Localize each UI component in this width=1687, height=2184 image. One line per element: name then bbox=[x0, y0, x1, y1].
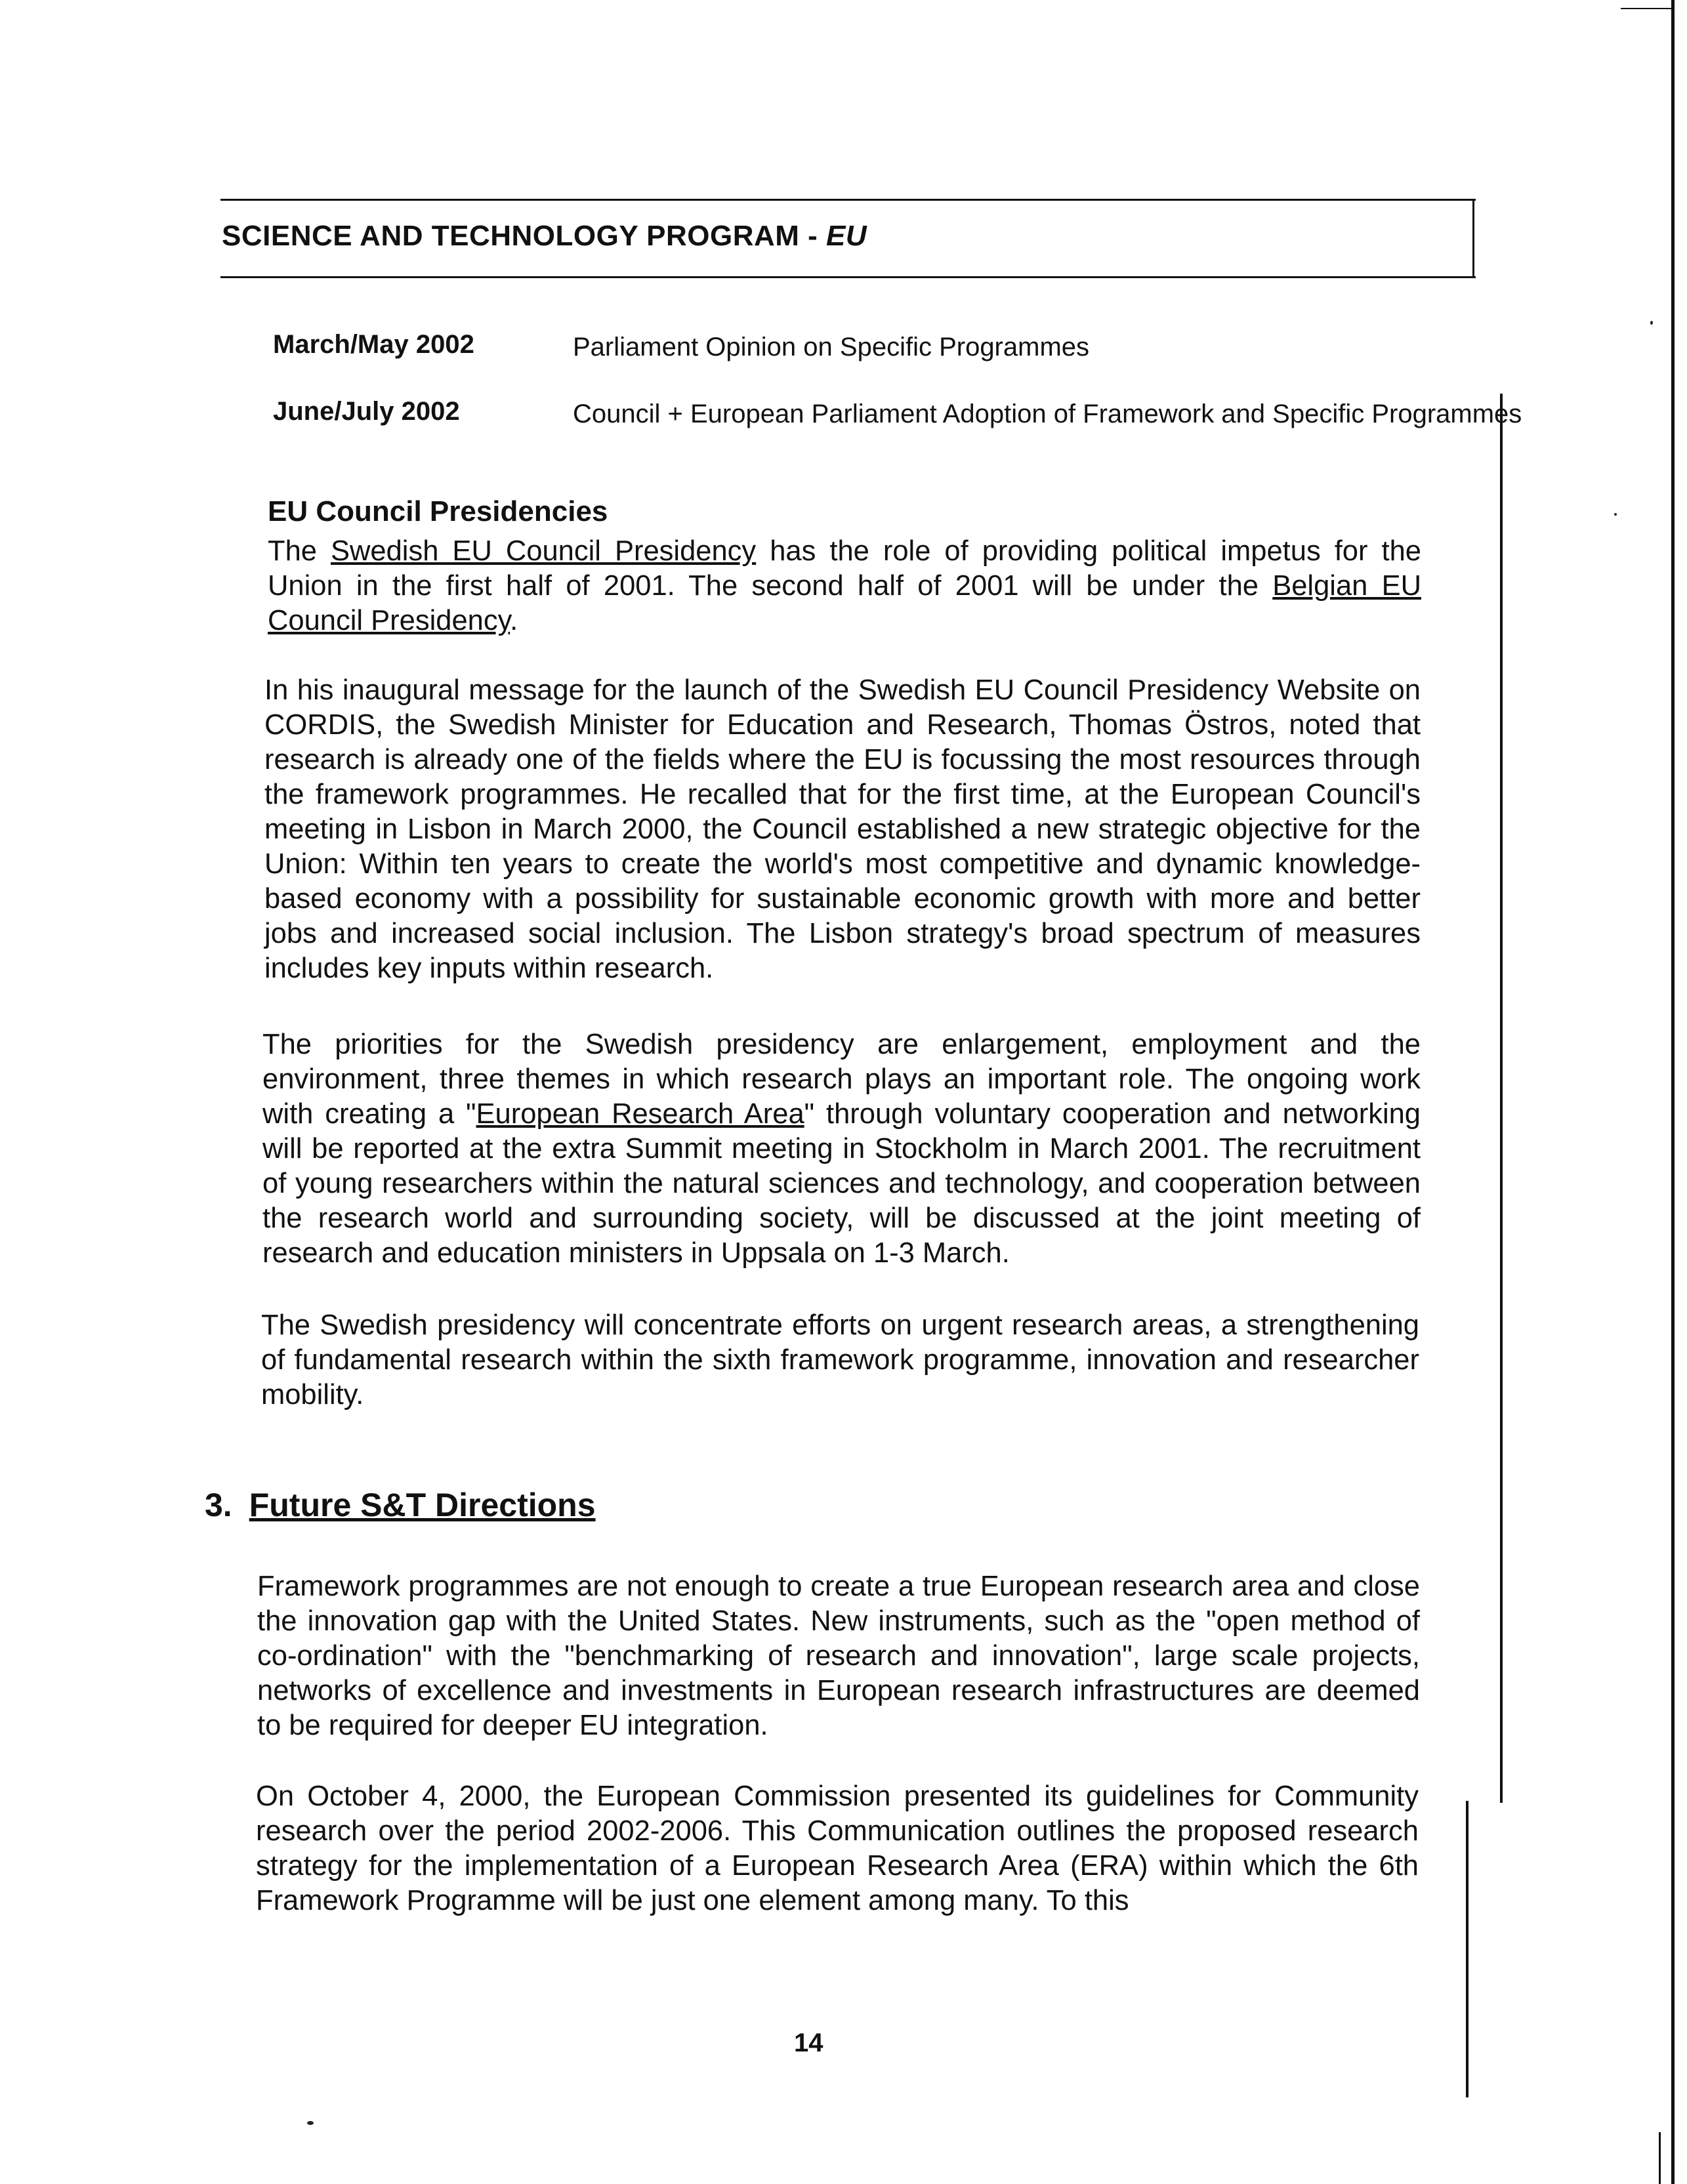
header-top-rule bbox=[220, 199, 1476, 201]
paragraph: Framework programmes are not enough to create a true European research area and close the innovation gap with the United States. New instruments, such as the "open method of co-ordination" with the "benchmarking of research and innovation", large scale projects, networks of excellence and investments in European research infrastructures are deemed to be required for deeper EU integration. bbox=[257, 1571, 1420, 1741]
page-edge-top-mark bbox=[1621, 8, 1673, 9]
schedule-text: Council + European Parliament Adoption of Framework and Specific Programmes bbox=[573, 400, 1522, 428]
schedule-text: Parliament Opinion on Specific Programmes bbox=[573, 333, 1090, 361]
belgian-presidency-link[interactable]: Belgian EU Council Presidency bbox=[268, 570, 1421, 636]
section-title-text: Future S&T Directions bbox=[249, 1487, 596, 1523]
schedule-date: June/July 2002 bbox=[273, 397, 460, 426]
page-number: 14 bbox=[794, 2029, 823, 2057]
page-header-title: SCIENCE AND TECHNOLOGY PROGRAM - EU bbox=[222, 220, 867, 252]
section-number: 3. bbox=[205, 1487, 232, 1523]
frame-right-rule-top bbox=[1472, 199, 1474, 278]
paragraph: On October 4, 2000, the European Commission presented its guidelines for Community research over the period 2002-2006. This Communication outlines the proposed research strategy for the implementation of a European Research Area (ERA) within which the 6th Framework Programme will be just one element among many. To this bbox=[256, 1781, 1419, 1916]
scan-speck bbox=[1650, 321, 1653, 325]
paragraph: The Swedish presidency will concentrate efforts on urgent research areas, a strengthening of fundamental research within the sixth framework programme, innovation and researcher mobility. bbox=[261, 1309, 1419, 1411]
scan-speck bbox=[1614, 513, 1617, 516]
paragraph: The Swedish EU Council Presidency has the role of providing political impetus for the Union in the first half of 2001. The second half of 2001 will be under the Belgian EU Council Presidency. bbox=[268, 535, 1421, 636]
header-bottom-rule bbox=[220, 276, 1476, 278]
page-edge-rule-bottom bbox=[1659, 2132, 1661, 2184]
paragraph: The priorities for the Swedish presidency are enlargement, employment and the environment, three themes in which research plays an important role. The ongoing work with creating a "European Research Area" through voluntary cooperation and networking will be reported at the extra Summit meeting in Stockholm in March 2001. The recruitment of young researchers within the natural sciences and technology, and cooperation between the research world and surrounding society, will be discussed at the joint meeting of research and education ministers in Uppsala on 1-3 March. bbox=[262, 1029, 1421, 1269]
schedule-date: March/May 2002 bbox=[273, 330, 474, 359]
section-title bbox=[205, 1486, 596, 1524]
frame-right-rule-lower bbox=[1466, 1801, 1468, 2097]
page-edge-rule bbox=[1671, 0, 1675, 2184]
swedish-presidency-link[interactable]: Swedish EU Council Presidency bbox=[330, 535, 757, 567]
frame-right-rule-upper bbox=[1500, 394, 1503, 1803]
european-research-area-link[interactable]: European Research Area bbox=[476, 1098, 804, 1130]
scan-speck bbox=[307, 2121, 314, 2125]
paragraph: In his inaugural message for the launch of the Swedish EU Council Presidency Website on CORDIS, the Swedish Minister for Education and Research, Thomas Östros, noted that research is already one of the fields where the EU is focussing the most resources through the framework programmes. He recalled that for the first time, at the European Council's meeting in Lisbon in March 2000, the Council established a new strategic objective for the Union: Within ten years to create the world's most competitive and dynamic knowledge-based economy with a possibility for sustainable economic growth with more and better jobs and increased social inclusion. The Lisbon strategy's broad spectrum of measures includes key inputs within research. bbox=[264, 674, 1421, 984]
page-header-title-suffix: EU bbox=[826, 220, 867, 252]
section-heading: EU Council Presidencies bbox=[268, 495, 608, 527]
